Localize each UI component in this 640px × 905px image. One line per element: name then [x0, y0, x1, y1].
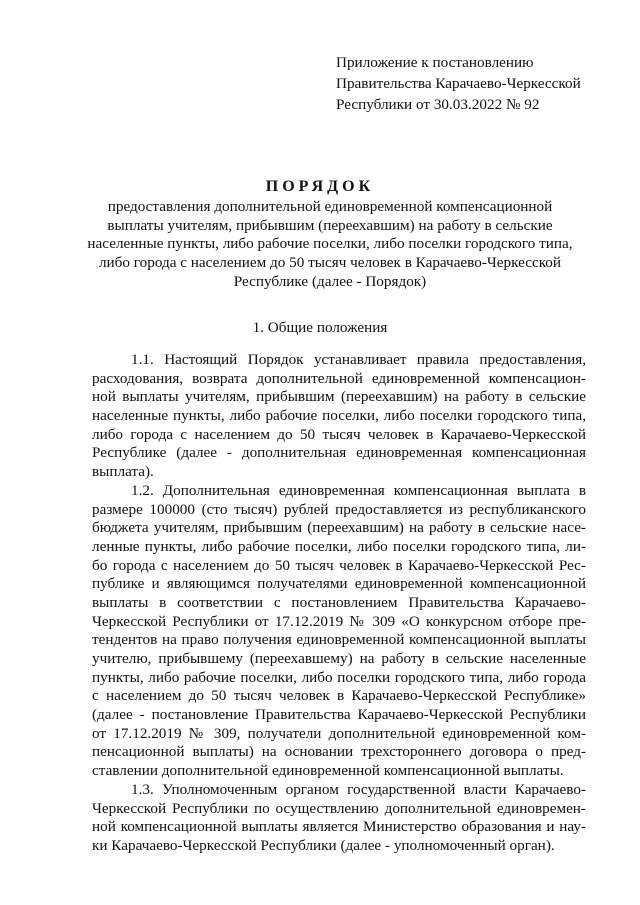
subtitle-line: предоставления дополнительной единовременной компенсационной: [107, 198, 553, 215]
text-line: от 17.12.2019 № 309, получатели дополнительной единовременной ком-: [92, 724, 586, 742]
document-body: [92, 351, 586, 856]
text-line: бо города с населением до 50 тысяч человек в Карачаево-Черкесской Рес-: [92, 556, 586, 574]
subtitle-line: населенные пункты, либо рабочие поселки, либо поселки городского типа,: [87, 235, 573, 253]
document-title: ПОРЯДОК: [265, 178, 375, 195]
text-line: ставлении дополнительной единовременной компенсационной выплаты.: [92, 762, 564, 780]
appendix-line: Приложение к постановлению: [336, 54, 534, 71]
text-line: ной компенсационной выплаты является Министерство образования и нау-: [92, 818, 586, 836]
subtitle-line: либо города с населением до 50 тысяч человек в Карачаево-Черкесской: [98, 254, 562, 272]
text-line: (далее - постановление Правительства Карачаево-Черкесской Республики: [92, 706, 586, 724]
appendix-line: Правительства Карачаево-Черкесской: [336, 75, 581, 92]
text-line: ки Карачаево-Черкесской Республики (далее - уполномоченный орган).: [92, 836, 555, 854]
text-line: 1.3. Уполномоченным органом государственной власти Карачаево-: [131, 780, 586, 798]
text-line: учителю, прибывшему (переехавшему) на работу в сельские населенные: [92, 650, 586, 667]
text-line: с населением до 50 тысяч человек в Карачаево-Черкесской Республике»: [92, 687, 586, 705]
text-line: тендентов на право получения единовременной компенсационной выплаты: [92, 631, 586, 649]
paragraph-1-3: [92, 781, 586, 856]
appendix-reference: [336, 52, 616, 115]
text-line: 1.1. Настоящий Порядок устанавливает правила предоставления,: [131, 351, 586, 368]
text-line: размере 100000 (сто тысяч) рублей предоставляется из республиканского: [92, 500, 586, 518]
text-line: 1.2. Дополнительная единовременная компенсационная выплата в: [131, 481, 586, 499]
section-heading: 1. Общие положения: [252, 319, 388, 336]
subtitle-line: Республике (далее - Порядок): [233, 272, 427, 290]
appendix-line: Республики от 30.03.2022 № 92: [336, 96, 540, 113]
text-line: бюджета учителям, прибывшим (переехавшим) на работу в сельские насе-: [92, 519, 586, 537]
text-line: пенсационной выплаты) на основании трехстороннего договора о пред-: [92, 743, 586, 761]
text-line: Черкесской Республики от 17.12.2019 № 309 «О конкурсном отборе пре-: [92, 612, 586, 630]
text-line: Республике (далее - дополнительная единовременная компенсационная: [92, 444, 586, 462]
text-line: выплата).: [92, 463, 154, 481]
paragraph-1-2: [92, 482, 586, 781]
text-line: расходования, возврата дополнительной единовременной компенсацион-: [92, 369, 586, 387]
text-line: населенные пункты, либо рабочие поселки, либо поселки городского типа,: [92, 407, 586, 425]
text-line: Черкесской Республики по осуществлению дополнительной единовремен-: [92, 799, 586, 817]
paragraph-1-1: [92, 351, 586, 482]
text-line: пункты, либо рабочие поселки, либо поселки городского типа, либо города: [92, 668, 586, 686]
document-subtitle: [60, 198, 600, 292]
text-line: либо города с населением до 50 тысяч человек в Карачаево-Черкесской: [92, 425, 586, 443]
subtitle-line: выплаты учителям, прибывшим (переехавшим) на работу в сельские: [107, 216, 553, 234]
text-line: выплаты в соответствии с постановлением Правительства Карачаево-: [92, 593, 586, 611]
text-line: публике и являющимся получателями единовременной компенсационной: [92, 575, 586, 593]
text-line: ленные пункты, либо рабочие поселки, либо поселки городского типа, ли-: [92, 537, 586, 555]
text-line: ной выплаты учителям, прибывшим (переехавшим) на работу в сельские: [92, 388, 586, 406]
